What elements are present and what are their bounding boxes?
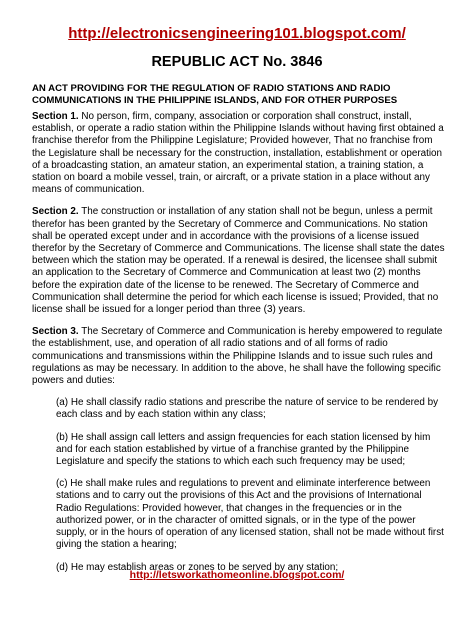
subitem-b: (b) He shall assign call letters and assign frequencies for each station licensed by him and for each station established by virtue of a franchise granted by the Philippine Legislature and specify the stations to which each such frequency may be used; <box>56 431 431 468</box>
header-link[interactable]: http://electronicsengineering101.blogspot.com/ <box>68 25 406 42</box>
section-3-text: The Secretary of Commerce and Communication is hereby empowered to regulate the establishment, use, and operation of all radio stations and of all forms of radio communications and transmissions within the Philippine Islands and to issue such rules and regulations as may be necessary. In addition to the above, he shall have the following specific powers and duties: <box>32 326 443 387</box>
section-3 <box>32 326 447 387</box>
act-title: REPUBLIC ACT No. 3846 <box>151 54 323 70</box>
act-subtitle: AN ACT PROVIDING FOR THE REGULATION OF RADIO STATIONS AND RADIO COMMUNICATIONS IN THE PHILIPPINE ISLANDS, AND FOR OTHER PURPOSES <box>32 83 398 106</box>
section-3-label: Section 3. <box>32 326 79 338</box>
subitem-d: (d) He may establish areas or zones to be served by any station; <box>56 561 339 573</box>
document-body <box>32 111 447 584</box>
section-1-text: No person, firm, company, association or corporation shall construct, install, establish, or operate a radio station within the Philippine Islands without having first obtained a franchise therefor from the Philippine Legislature; Provided however, That no franchise from the Legislature shall be necessary for the construction, installation, establishment or operation of a broadcasting station, an amateur station, an experimental station, a training station, a station on board a mobile vessel, train, or aircraft, or a private station in a place without any means of communication. <box>32 111 444 196</box>
section-1 <box>32 111 447 196</box>
footer-link[interactable]: http://letsworkathomeonline.blogspot.com/ <box>129 569 345 581</box>
section-2-text: The construction or installation of any station shall not be begun, unless a permit therefor has been granted by the Secretary of Commerce and Communications. No station shall be operated except under and in accordance with the provisions of a license issued therefor by the Secretary of Commerce and Communications. The license shall state the dates between which the station may be operated. If a renewal is desired, the licensee shall submit an application to the Secretary of Commerce and Communication at least two (2) months before the expiration date of the license to be renewed. The Secretary of Commerce and Communication shall determine the period for which each license is issued; Provided, that no license shall be issued for a longer period than three (3) years. <box>32 206 445 316</box>
section-1-label: Section 1. <box>32 111 79 122</box>
subitem-c: (c) He shall make rules and regulations to prevent and eliminate interference between stations and to carry out the provisions of this Act and the provisions of International Radio Regulations: Provided however, that changes in the frequencies or in the authorized power, or in the character of omitted signals, or in the type of the power supply, or in the hours of operation of any licensed station, shall not be made without first giving the station a hearing; <box>56 478 444 551</box>
subitem-a: (a) He shall classify radio stations and prescribe the nature of service to be rendered by each class and by each station within any class; <box>56 397 439 421</box>
section-2-label: Section 2. <box>32 206 79 218</box>
section-2 <box>32 206 447 316</box>
